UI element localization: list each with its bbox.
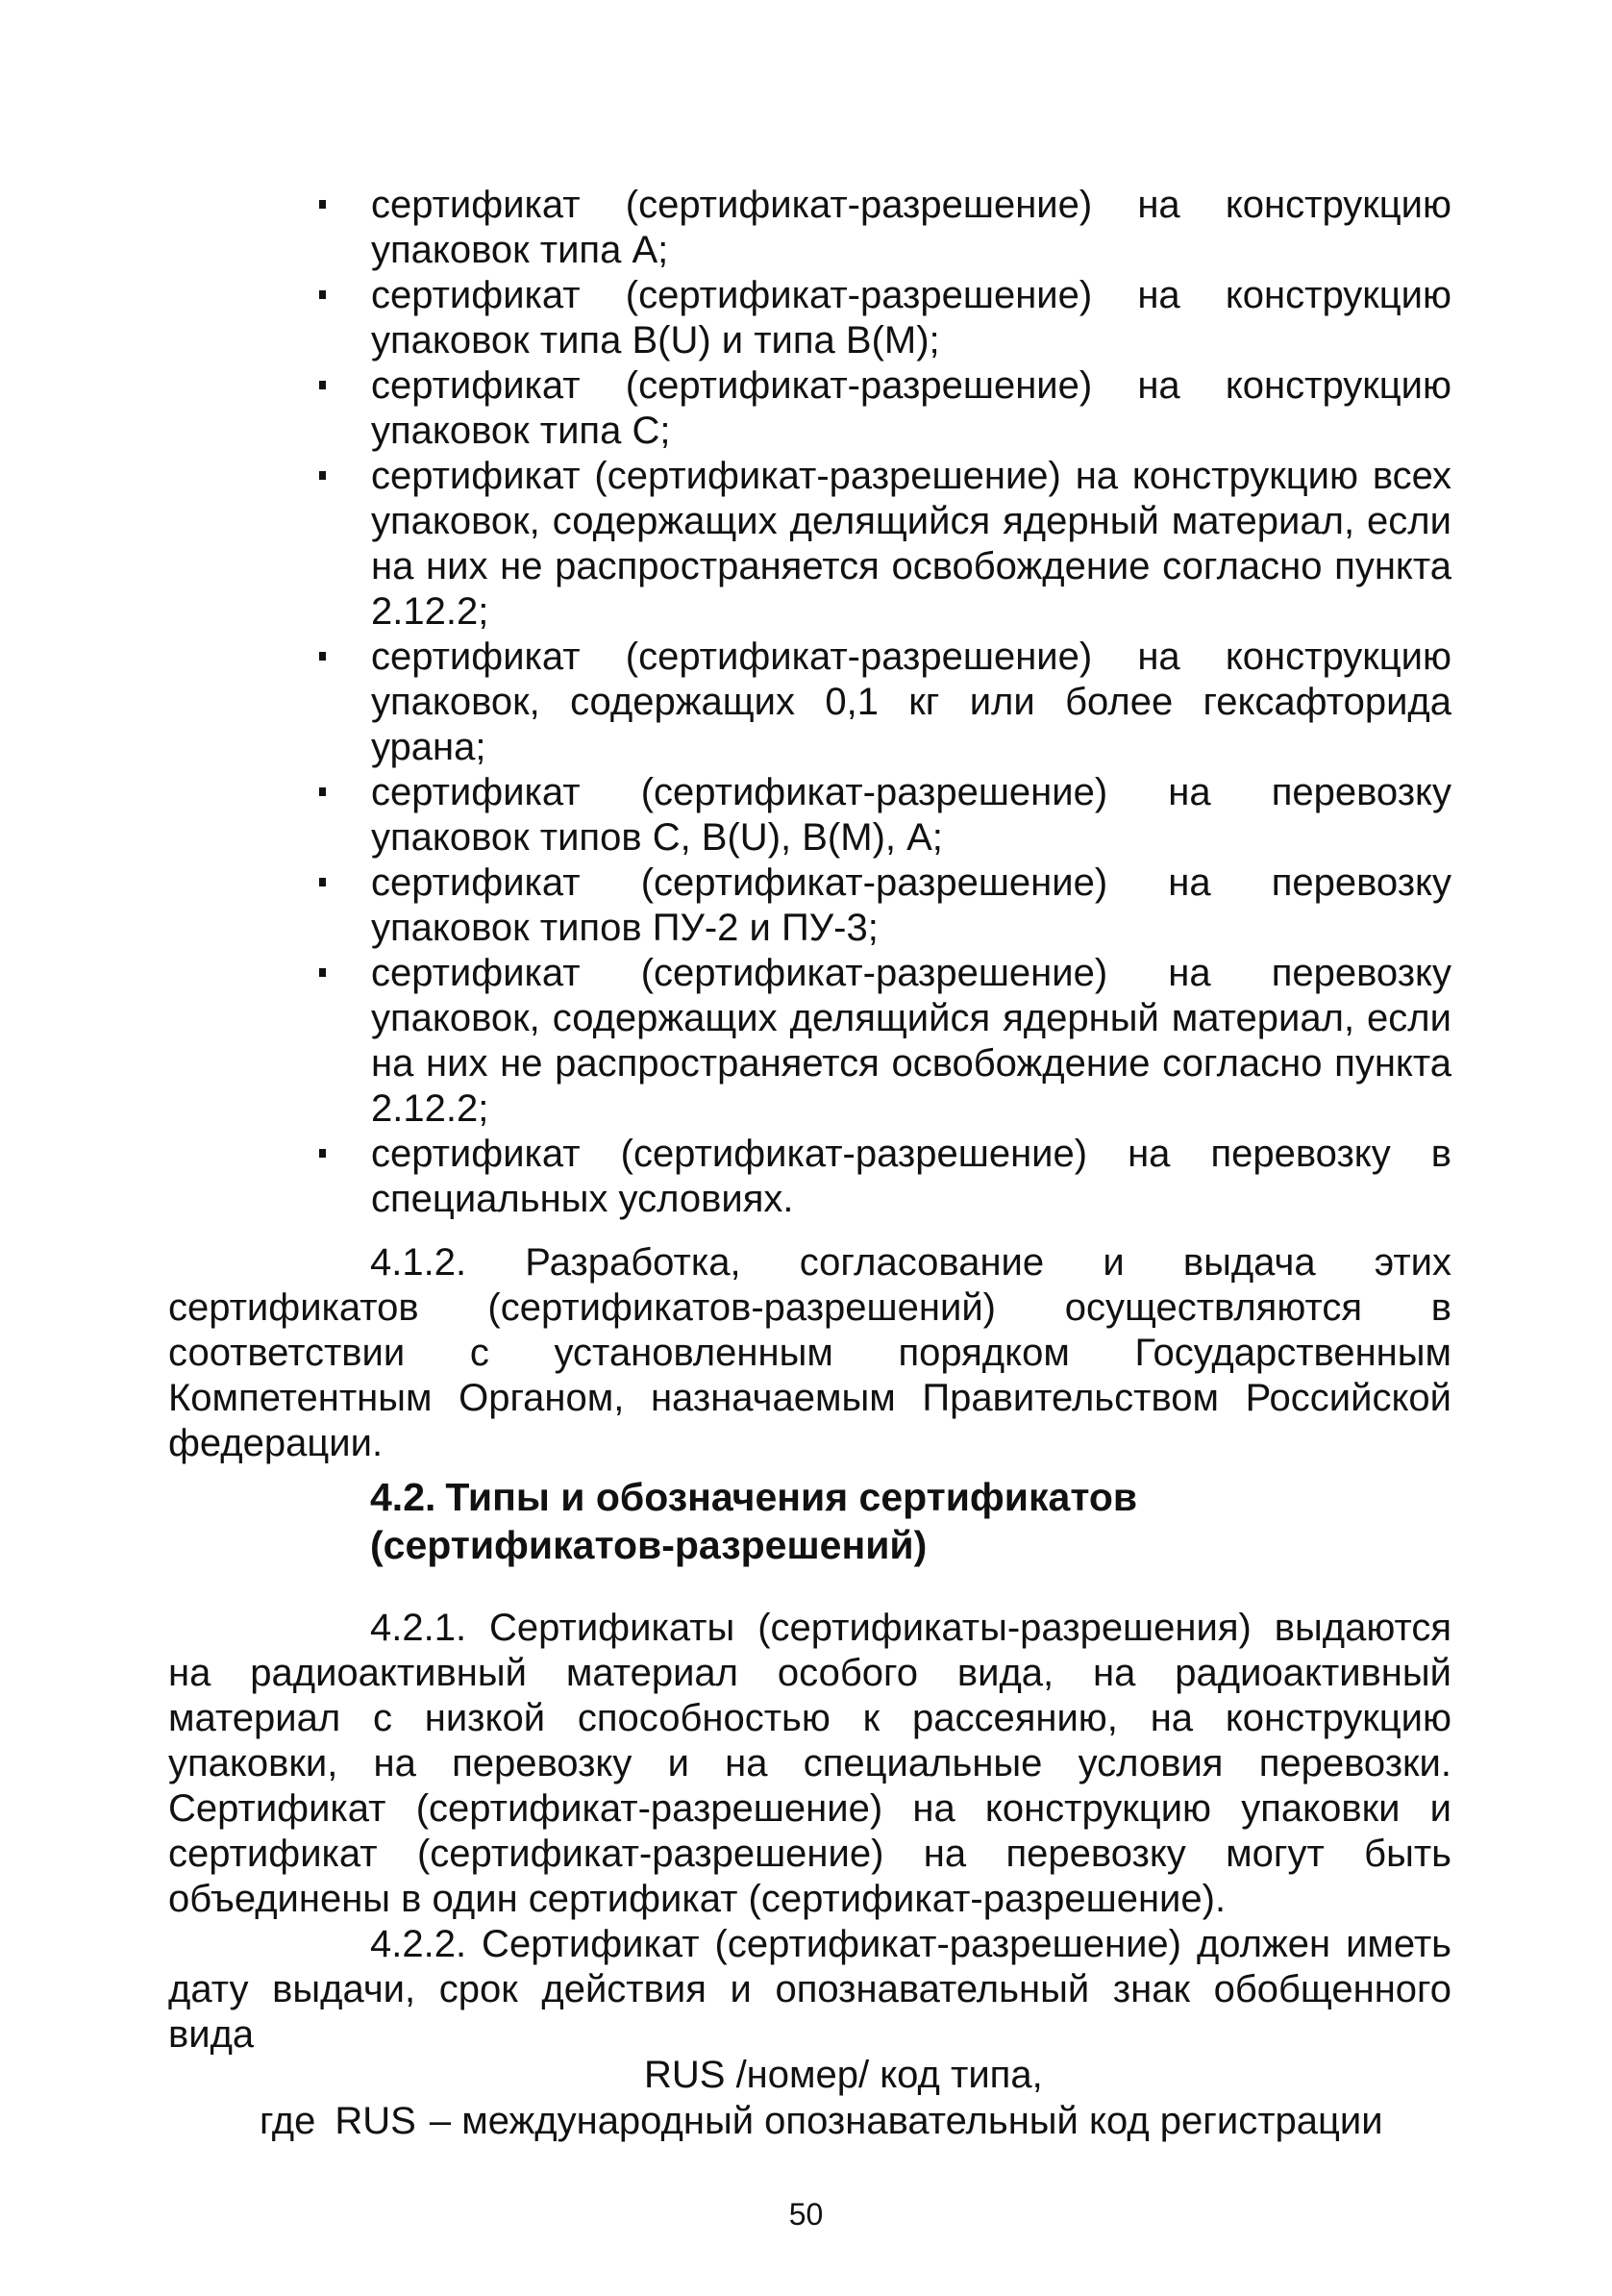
paragraph-4-1-2-block (168, 1240, 1451, 1466)
bullet-item (310, 1132, 1451, 1222)
section-4-2-paragraphs (168, 1606, 1451, 2058)
bullet-text: сертификат (сертификат-разрешение) на конструкцию всех упаковок, содержащих делящийся ядерный материал, если на них не распространяется освобождение согласно пункта 2.12.2; (371, 455, 1451, 633)
bullet-marker (319, 381, 326, 389)
paragraph-4-2-2: 4.2.2. Сертификат (сертификат-разрешение) должен иметь дату выдачи, срок действия и опознавательный знак обобщенного вида (168, 1923, 1451, 2056)
bullet-marker (319, 290, 326, 299)
bullet-marker (319, 968, 326, 977)
bullet-item (310, 183, 1451, 273)
section-heading-4-2 (370, 1473, 1427, 1569)
section-title-line2: (сертификатов-разрешений) (370, 1523, 928, 1567)
where-prefix: где (260, 2100, 316, 2142)
bullet-text: сертификат (сертификат-разрешение) на конструкцию упаковок, содержащих 0,1 кг или более гексафторида урана; (371, 636, 1451, 768)
bullet-text: сертификат (сертификат-разрешение) на конструкцию упаковок типа В(U) и типа В(М); (371, 274, 1451, 362)
bullet-item (310, 363, 1451, 454)
where-term: RUS (335, 2100, 416, 2142)
section-number: 4.2. (370, 1475, 436, 1519)
certificate-code-formula: RUS /номер/ код типа, (644, 2054, 1043, 2096)
section-title-line1: Типы и обозначения сертификатов (445, 1475, 1138, 1519)
bullet-item (310, 951, 1451, 1132)
page-number: 50 (788, 2197, 824, 2232)
bullet-text: сертификат (сертификат-разрешение) на конструкцию упаковок типа С; (371, 364, 1451, 452)
bullet-text: сертификат (сертификат-разрешение) на конструкцию упаковок типа А; (371, 184, 1451, 271)
bullet-text: сертификат (сертификат-разрешение) на перевозку упаковок типов С, В(U), В(М), А; (371, 771, 1451, 859)
paragraph-4-2-1: 4.2.1. Сертификаты (сертификаты-разрешения) выдаются на радиоактивный материал особого вида, на радиоактивный материал с низкой способностью к рассеянию, на конструкцию упаковки, на перевозку и на специальные условия перевозки. Сертификат (сертификат-разрешение) на конструкцию упаковки и сертификат (сертификат-разрешение) на перевозку могут быть объединены в один сертификат (сертификат-разрешение). (168, 1607, 1451, 1920)
certificate-bullet-list (310, 183, 1451, 1222)
bullet-item (310, 861, 1451, 951)
bullet-marker (319, 200, 326, 209)
bullet-marker (319, 787, 326, 796)
bullet-item (310, 770, 1451, 861)
bullet-text: сертификат (сертификат-разрешение) на перевозку в специальных условиях. (371, 1133, 1451, 1220)
bullet-marker (319, 1149, 326, 1158)
bullet-text: сертификат (сертификат-разрешение) на перевозку упаковок типов ПУ-2 и ПУ-3; (371, 861, 1451, 949)
bullet-marker (319, 652, 326, 661)
where-definition-text: – международный опознавательный код регистрации (429, 2100, 1383, 2142)
bullet-text: сертификат (сертификат-разрешение) на перевозку упаковок, содержащих делящийся ядерный материал, если на них не распространяется освобождение согласно пункта 2.12.2; (371, 952, 1451, 1130)
where-definition (260, 2099, 1451, 2144)
bullet-item (310, 273, 1451, 363)
bullet-item (310, 635, 1451, 770)
bullet-item (310, 454, 1451, 635)
paragraph-4-1-2: 4.1.2. Разработка, согласование и выдача этих сертификатов (сертификатов-разрешений) осуществляются в соответствии с установленным порядком Государственным Компетентным Органом, назначаемым Правительством Российской федерации. (168, 1241, 1451, 1464)
bullet-marker (319, 878, 326, 886)
bullet-marker (319, 471, 326, 480)
